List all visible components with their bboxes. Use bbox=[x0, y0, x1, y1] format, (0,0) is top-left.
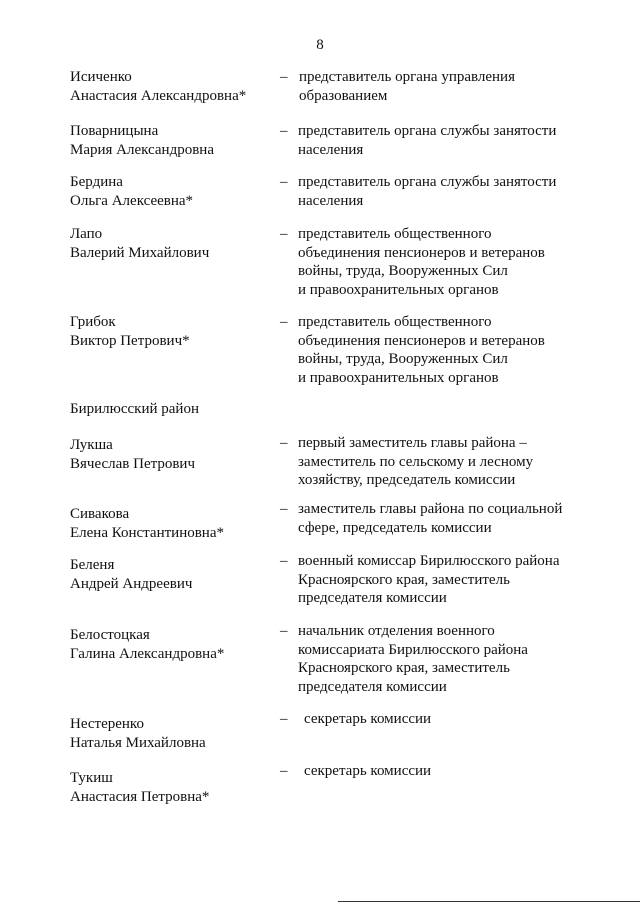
member-surname: Бердина bbox=[70, 174, 123, 190]
role-line: военный комиссар Бирилюсского района bbox=[298, 553, 560, 569]
member-role bbox=[299, 68, 599, 105]
role-line: и правоохранительных органов bbox=[298, 369, 499, 386]
dash-separator: – bbox=[280, 711, 288, 727]
member-name bbox=[70, 173, 270, 210]
member-name bbox=[70, 715, 270, 752]
dash-separator: – bbox=[280, 69, 288, 85]
member-given-names: Виктор Петрович* bbox=[70, 332, 190, 349]
member-role bbox=[298, 552, 598, 608]
role-line: хозяйству, председатель комиссии bbox=[298, 472, 516, 488]
dash-separator: – bbox=[280, 123, 288, 139]
member-role bbox=[304, 710, 604, 729]
member-given-names: Елена Константиновна* bbox=[70, 524, 224, 541]
dash-separator: – bbox=[280, 314, 288, 330]
role-line: заместитель главы района по социальной bbox=[298, 501, 563, 517]
member-surname: Лапо bbox=[70, 226, 103, 242]
role-line: представитель общественного bbox=[298, 226, 492, 242]
role-line: заместитель по сельскому и лесному bbox=[298, 453, 534, 470]
member-name bbox=[70, 122, 270, 159]
member-surname: Грибок bbox=[70, 314, 116, 330]
role-line: представитель органа управления bbox=[299, 69, 515, 85]
member-surname: Тукиш bbox=[70, 770, 113, 786]
member-name bbox=[70, 225, 270, 262]
member-surname: Сивакова bbox=[70, 506, 130, 522]
member-role bbox=[298, 313, 598, 387]
role-line: образованием bbox=[299, 87, 388, 104]
member-role bbox=[298, 225, 598, 299]
role-line: председателя комиссии bbox=[298, 678, 447, 695]
member-role bbox=[298, 434, 598, 490]
dash-separator: – bbox=[280, 174, 288, 190]
role-line: населения bbox=[298, 141, 364, 158]
member-name bbox=[70, 505, 270, 542]
role-line: и правоохранительных органов bbox=[298, 281, 499, 298]
role-line: объединения пенсионеров и ветеранов bbox=[298, 244, 545, 261]
role-line: представитель органа службы занятости bbox=[298, 174, 557, 190]
member-surname: Беленя bbox=[70, 557, 115, 573]
member-role bbox=[298, 122, 598, 159]
member-surname: Белостоцкая bbox=[70, 627, 150, 643]
bottom-rule bbox=[338, 901, 640, 902]
role-line: населения bbox=[298, 192, 364, 209]
member-given-names: Андрей Андреевич bbox=[70, 575, 193, 592]
dash-separator: – bbox=[280, 553, 288, 569]
member-surname: Лукша bbox=[70, 437, 113, 453]
role-line: сфере, председатель комиссии bbox=[298, 519, 492, 536]
role-line: войны, труда, Вооруженных Сил bbox=[298, 263, 508, 279]
member-surname: Исиченко bbox=[70, 69, 132, 85]
role-line: представитель общественного bbox=[298, 314, 492, 330]
role-line: объединения пенсионеров и ветеранов bbox=[298, 332, 545, 349]
member-given-names: Наталья Михайловна bbox=[70, 734, 206, 751]
member-name bbox=[70, 626, 270, 663]
role-line: начальник отделения военного bbox=[298, 623, 495, 639]
member-given-names: Ольга Алексеевна* bbox=[70, 192, 194, 209]
member-given-names: Мария Александровна bbox=[70, 141, 214, 158]
member-name bbox=[70, 769, 270, 806]
member-name bbox=[70, 556, 270, 593]
member-role bbox=[298, 622, 598, 696]
dash-separator: – bbox=[280, 623, 288, 639]
member-name bbox=[70, 68, 270, 105]
dash-separator: – bbox=[280, 763, 288, 779]
role-line: первый заместитель главы района – bbox=[298, 435, 527, 451]
member-name bbox=[70, 436, 270, 473]
role-line: комиссариата Бирилюсского района bbox=[298, 641, 528, 658]
member-given-names: Галина Александровна* bbox=[70, 645, 225, 662]
dash-separator: – bbox=[280, 226, 288, 242]
member-role bbox=[298, 173, 598, 210]
dash-separator: – bbox=[280, 435, 288, 451]
role-line: председателя комиссии bbox=[298, 590, 447, 606]
role-line: секретарь комиссии bbox=[304, 711, 432, 727]
role-line: секретарь комиссии bbox=[304, 763, 432, 779]
member-role bbox=[304, 762, 604, 781]
member-given-names: Вячеслав Петрович bbox=[70, 455, 195, 472]
member-role bbox=[298, 500, 598, 537]
member-surname: Нестеренко bbox=[70, 716, 144, 732]
dash-separator: – bbox=[280, 501, 288, 517]
member-given-names: Анастасия Петровна* bbox=[70, 788, 210, 805]
page-number: 8 bbox=[316, 37, 324, 53]
section-heading: Бирилюсский район bbox=[70, 401, 199, 417]
role-line: представитель органа службы занятости bbox=[298, 123, 557, 139]
member-surname: Поварницына bbox=[70, 123, 159, 139]
role-line: Красноярского края, заместитель bbox=[298, 571, 510, 588]
member-name bbox=[70, 313, 270, 350]
role-line: войны, труда, Вооруженных Сил bbox=[298, 351, 508, 367]
member-given-names: Анастасия Александровна* bbox=[70, 87, 247, 104]
member-given-names: Валерий Михайлович bbox=[70, 244, 210, 261]
role-line: Красноярского края, заместитель bbox=[298, 660, 510, 676]
